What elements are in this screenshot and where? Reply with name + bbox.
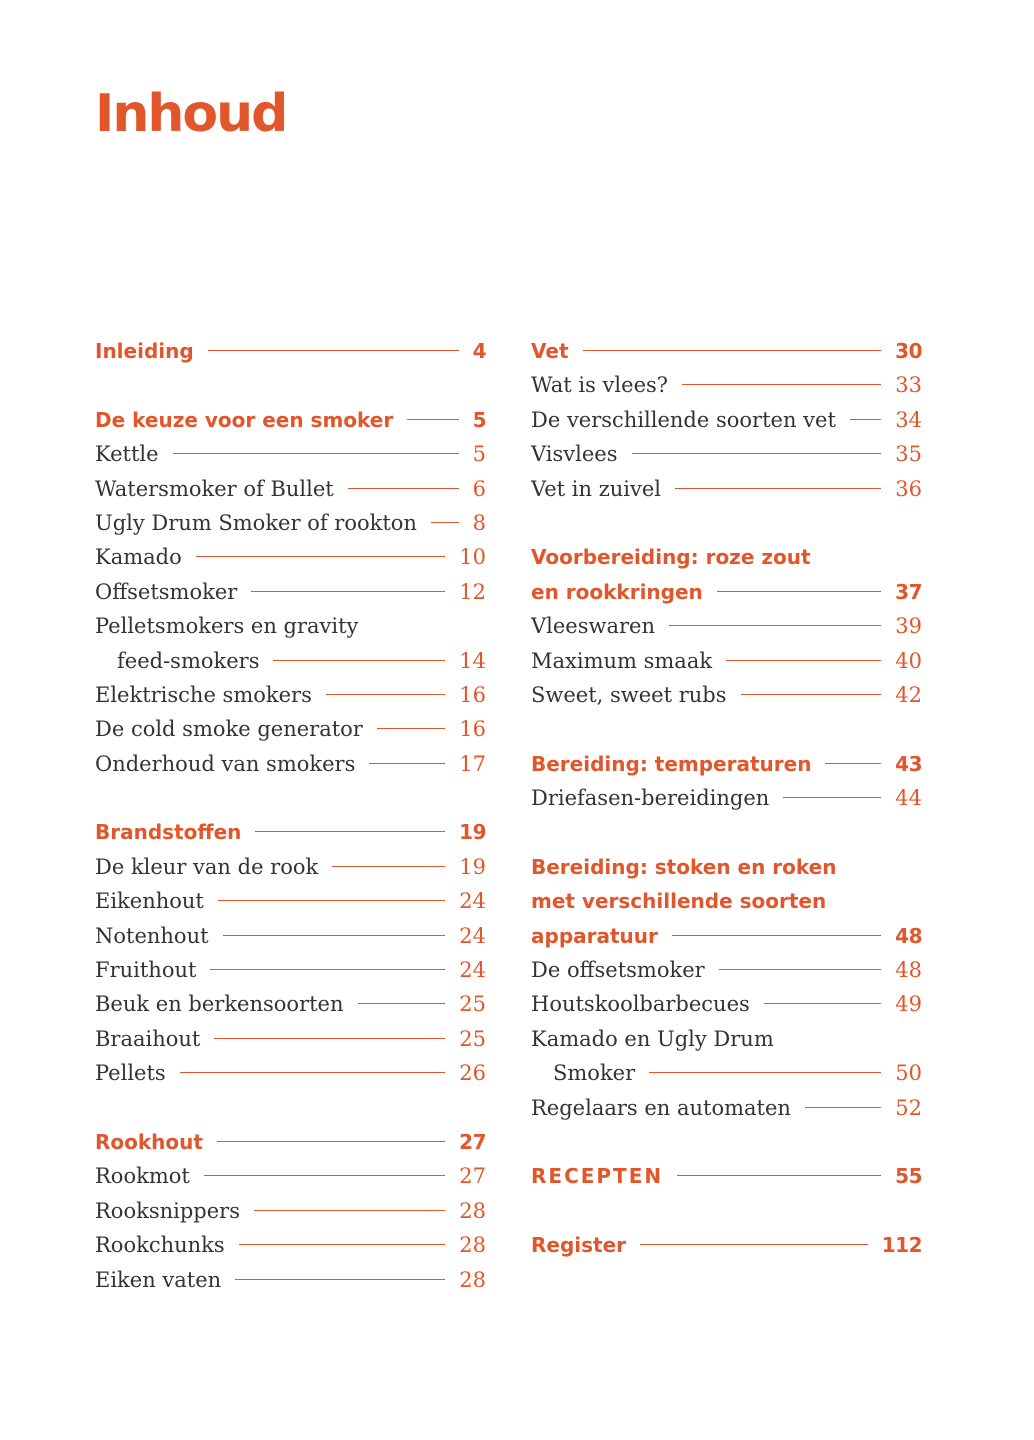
section-title: RECEPTEN <box>531 1164 664 1189</box>
page-number: 16 <box>459 682 486 707</box>
toc-entry[interactable] <box>95 540 486 574</box>
leader-line <box>217 1141 445 1142</box>
page-number: 26 <box>459 1061 486 1086</box>
page-title: Inhoud <box>95 84 287 144</box>
leader-line <box>675 488 881 489</box>
page-number: 36 <box>895 476 922 501</box>
page-number: 37 <box>895 579 922 604</box>
toc-entry[interactable] <box>531 472 922 506</box>
toc-entry[interactable] <box>95 644 486 678</box>
page-number: 25 <box>459 1026 486 1051</box>
entry-title: Wat is vlees? <box>531 373 669 398</box>
leader-line <box>677 1175 881 1176</box>
page-number: 5 <box>472 442 486 467</box>
section-spacer <box>531 815 922 849</box>
entry-title: Rooksnippers <box>95 1198 240 1223</box>
toc-entry[interactable] <box>95 712 486 746</box>
section-title: Rookhout <box>95 1129 203 1154</box>
entry-title: Pelletsmokers en gravity <box>95 614 359 639</box>
leader-line <box>632 453 882 454</box>
leader-line <box>251 591 445 592</box>
entry-title: Houtskoolbarbecues <box>531 992 750 1017</box>
entry-title: Braaihout <box>95 1026 201 1051</box>
page-number: 24 <box>459 958 486 983</box>
toc-entry[interactable] <box>531 1022 922 1056</box>
toc-entry[interactable] <box>531 437 922 471</box>
page-number: 27 <box>459 1164 486 1189</box>
section-spacer <box>95 368 486 402</box>
page-number: 28 <box>459 1233 486 1258</box>
leader-line <box>348 488 459 489</box>
toc-section-heading[interactable] <box>531 1228 922 1262</box>
entry-title: Pellets <box>95 1061 166 1086</box>
toc-entry[interactable] <box>95 437 486 471</box>
leader-line <box>407 419 458 420</box>
entry-title: Eiken vaten <box>95 1267 222 1292</box>
section-spacer <box>95 1091 486 1125</box>
leader-line <box>332 866 445 867</box>
leader-line <box>326 694 445 695</box>
leader-line <box>254 1210 445 1211</box>
section-title: met verschillende soorten <box>531 889 827 914</box>
leader-line <box>764 1003 881 1004</box>
leader-line <box>649 1072 881 1073</box>
section-spacer <box>95 781 486 815</box>
page-number: 25 <box>459 992 486 1017</box>
entry-title: Kettle <box>95 442 159 467</box>
leader-line <box>208 350 459 351</box>
toc-entry[interactable] <box>95 472 486 506</box>
leader-line <box>640 1244 868 1245</box>
page-number: 39 <box>895 614 922 639</box>
entry-title: De kleur van de rook <box>95 854 319 879</box>
page-number: 52 <box>895 1095 922 1120</box>
page-number: 17 <box>459 751 486 776</box>
entry-title: Rookmot <box>95 1164 190 1189</box>
toc-entry[interactable] <box>95 987 486 1021</box>
entry-title: Elektrische smokers <box>95 682 312 707</box>
page-number: 40 <box>895 648 922 673</box>
toc-column-left <box>95 334 486 1297</box>
leader-line <box>173 453 459 454</box>
entry-title: Maximum smaak <box>531 648 713 673</box>
toc-entry[interactable] <box>95 506 486 540</box>
page-number: 48 <box>895 958 922 983</box>
toc-entry[interactable] <box>95 1194 486 1228</box>
page-number: 12 <box>459 579 486 604</box>
toc-section-heading[interactable] <box>531 575 922 609</box>
entry-title: Rookchunks <box>95 1233 225 1258</box>
toc-entry[interactable] <box>95 1263 486 1297</box>
entry-title: Watersmoker of Bullet <box>95 476 334 501</box>
leader-line <box>358 1003 446 1004</box>
section-title: De keuze voor een smoker <box>95 407 394 432</box>
section-title: Voorbereiding: roze zout <box>531 545 811 570</box>
toc-entry[interactable] <box>531 1056 922 1090</box>
toc-section-heading[interactable] <box>95 1125 486 1159</box>
leader-line <box>204 1175 445 1176</box>
toc-entry[interactable] <box>95 1228 486 1262</box>
toc-entry[interactable] <box>95 1022 486 1056</box>
page-number: 44 <box>895 786 922 811</box>
toc-entry[interactable] <box>531 403 922 437</box>
toc-section-heading[interactable] <box>95 403 486 437</box>
leader-line <box>431 522 459 523</box>
page-number: 48 <box>895 923 922 948</box>
entry-title: Ugly Drum Smoker of rookton <box>95 510 417 535</box>
page-number: 55 <box>895 1164 922 1189</box>
section-spacer <box>531 506 922 540</box>
toc-entry[interactable] <box>95 609 486 643</box>
entry-title: Vleeswaren <box>531 614 656 639</box>
leader-line <box>850 419 881 420</box>
entry-title: Sweet, sweet rubs <box>531 682 727 707</box>
page-number: 8 <box>472 510 486 535</box>
page-number: 42 <box>895 682 922 707</box>
toc-column-right <box>531 334 922 1263</box>
page-number: 24 <box>459 923 486 948</box>
toc-entry[interactable] <box>531 1091 922 1125</box>
entry-title: Onderhoud van smokers <box>95 751 356 776</box>
entry-title: Offsetsmoker <box>95 579 238 604</box>
page-number: 16 <box>459 717 486 742</box>
toc-entry[interactable] <box>531 678 922 712</box>
entry-title: Driefasen-bereidingen <box>531 786 770 811</box>
toc-entry[interactable] <box>95 1056 486 1090</box>
section-title: Bereiding: temperaturen <box>531 751 812 776</box>
leader-line <box>583 350 882 351</box>
toc-section-heading[interactable] <box>531 747 922 781</box>
leader-line <box>783 797 881 798</box>
entry-title: De offsetsmoker <box>531 958 705 983</box>
page-number: 30 <box>895 339 922 363</box>
entry-title: Kamado en Ugly Drum <box>531 1026 774 1051</box>
entry-title: Beuk en berkensoorten <box>95 992 344 1017</box>
toc-entry[interactable] <box>95 678 486 712</box>
leader-line <box>196 556 446 557</box>
toc-section-heading[interactable] <box>95 334 486 368</box>
toc-section-heading[interactable] <box>531 919 922 953</box>
page-number: 33 <box>895 373 922 398</box>
section-spacer <box>531 1194 922 1228</box>
page-number: 24 <box>459 889 486 914</box>
leader-line <box>218 900 445 901</box>
leader-line <box>214 1038 445 1039</box>
entry-title: Regelaars en automaten <box>531 1095 791 1120</box>
toc-entry[interactable] <box>95 884 486 918</box>
section-spacer <box>531 712 922 746</box>
leader-line <box>717 591 881 592</box>
entry-title: Vet in zuivel <box>531 476 662 501</box>
leader-line <box>672 935 881 936</box>
section-spacer <box>531 1125 922 1159</box>
page-number: 50 <box>895 1061 922 1086</box>
leader-line <box>825 763 881 764</box>
entry-title: Visvlees <box>531 442 618 467</box>
leader-line <box>210 969 445 970</box>
entry-title: De verschillende soorten vet <box>531 407 836 432</box>
toc-entry[interactable] <box>531 644 922 678</box>
toc-entry[interactable] <box>531 368 922 402</box>
page-number: 35 <box>895 442 922 467</box>
page-number: 28 <box>459 1267 486 1292</box>
page-number: 5 <box>472 407 486 432</box>
entry-title: Kamado <box>95 545 182 570</box>
leader-line <box>369 763 445 764</box>
entry-title: Fruithout <box>95 958 197 983</box>
toc-entry[interactable] <box>95 1159 486 1193</box>
leader-line <box>682 384 881 385</box>
leader-line <box>235 1279 445 1280</box>
page-number: 10 <box>459 545 486 570</box>
page-number: 112 <box>881 1233 922 1258</box>
page-number: 28 <box>459 1198 486 1223</box>
toc-section-heading[interactable] <box>531 850 922 884</box>
leader-line <box>741 694 882 695</box>
leader-line <box>223 935 446 936</box>
section-title: Register <box>531 1233 627 1258</box>
toc-section-heading[interactable] <box>531 1159 922 1193</box>
entry-title: Smoker <box>553 1061 636 1086</box>
section-title: Brandstoffen <box>95 820 242 845</box>
toc-entry[interactable] <box>531 987 922 1021</box>
entry-title: Notenhout <box>95 923 209 948</box>
page-number: 43 <box>895 751 922 776</box>
toc-entry[interactable] <box>95 919 486 953</box>
page-number: 34 <box>895 407 922 432</box>
page-number: 27 <box>459 1129 486 1154</box>
leader-line <box>377 728 445 729</box>
leader-line <box>719 969 882 970</box>
toc-section-heading[interactable] <box>531 540 922 574</box>
toc-entry[interactable] <box>95 850 486 884</box>
page-number: 19 <box>459 820 486 845</box>
page-number: 19 <box>459 854 486 879</box>
leader-line <box>669 625 881 626</box>
leader-line <box>726 660 881 661</box>
leader-line <box>180 1072 446 1073</box>
page-number: 4 <box>472 339 486 363</box>
leader-line <box>805 1107 881 1108</box>
leader-line <box>273 660 445 661</box>
toc-entry[interactable] <box>531 609 922 643</box>
entry-title: Eikenhout <box>95 889 204 914</box>
toc-section-heading[interactable] <box>95 815 486 849</box>
toc-section-heading[interactable] <box>531 884 922 918</box>
section-title: en rookkringen <box>531 579 703 604</box>
entry-title: feed-smokers <box>117 648 260 673</box>
section-title: Bereiding: stoken en roken <box>531 854 837 879</box>
section-title: Inleiding <box>95 339 194 363</box>
page-number: 6 <box>472 476 486 501</box>
leader-line <box>239 1244 446 1245</box>
toc-entry[interactable] <box>531 781 922 815</box>
toc-entry[interactable] <box>531 953 922 987</box>
page-number: 14 <box>459 648 486 673</box>
page-number: 49 <box>895 992 922 1017</box>
section-title: apparatuur <box>531 923 658 948</box>
section-title: Vet <box>531 339 569 363</box>
toc-entry[interactable] <box>95 747 486 781</box>
entry-title: De cold smoke generator <box>95 717 363 742</box>
toc-entry[interactable] <box>95 953 486 987</box>
toc-section-heading[interactable] <box>531 334 922 368</box>
toc-entry[interactable] <box>95 575 486 609</box>
leader-line <box>255 831 445 832</box>
